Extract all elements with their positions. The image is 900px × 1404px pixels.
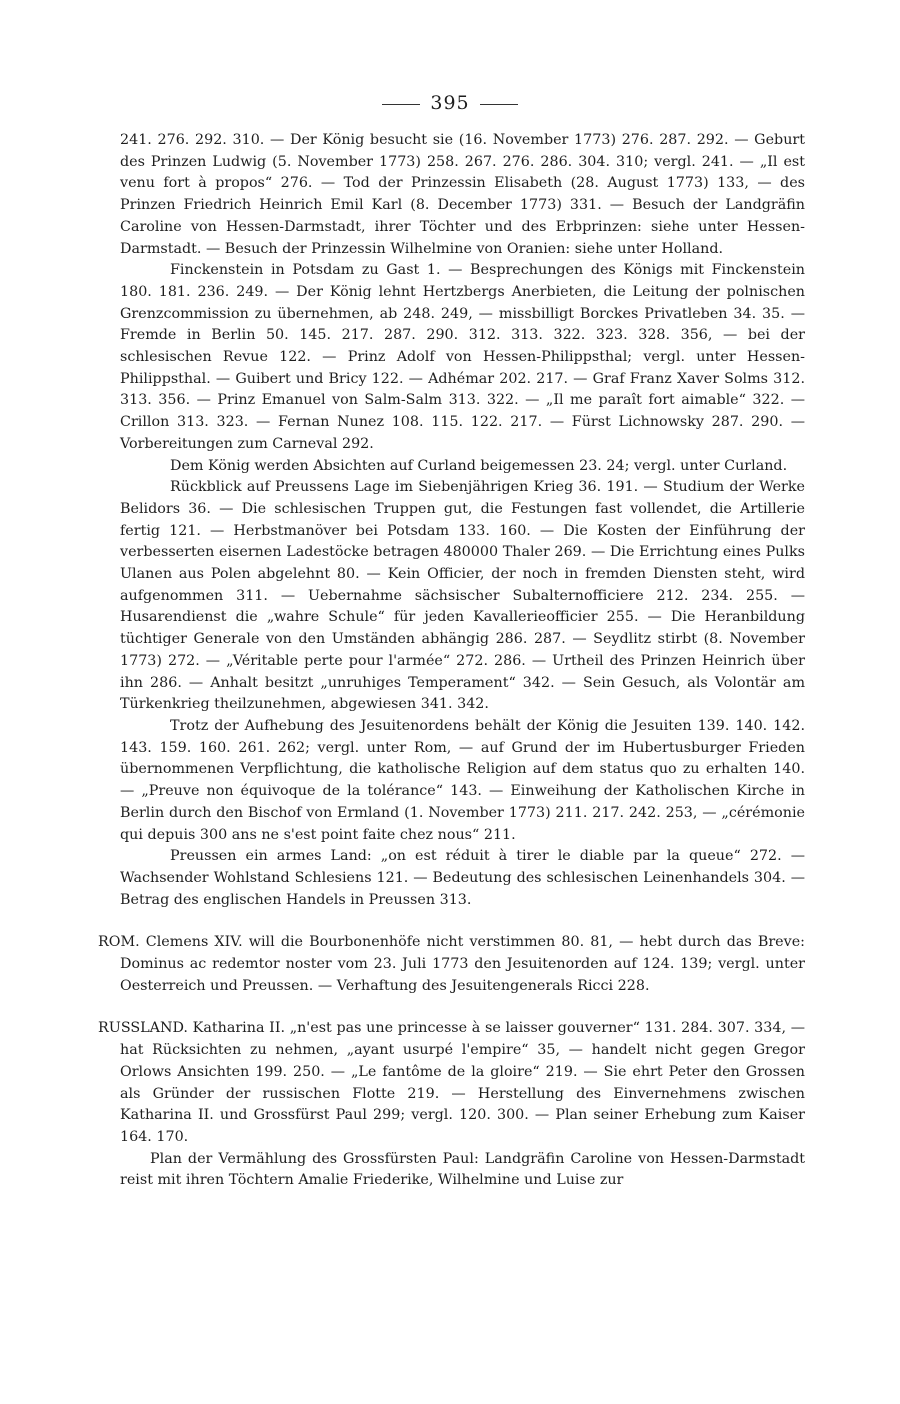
paragraph-continuation: 241. 276. 292. 310. — Der König besucht sie (16. November 1773) 276. 287. 292. — Geburt des Prinzen Ludwig (5. November 1773) 258. 267. 276. 286. 304. 310; vergl. 241. — „Il est venu fort à propos“ 276. — Tod der Prinzessin Elisabeth (28. August 1773) 133, — des Prinzen Friedrich Heinrich Emil Karl (8. December 1773) 331. — Besuch der Landgräfin Caroline von Hessen-Darmstadt, ihrer Töchter und des Erbprinzen: siehe unter Hessen-Darmstadt. — Besuch der Prinzessin Wilhelmine von Oranien: siehe unter Holland. <box>120 132 805 257</box>
paragraph-jesuits: Trotz der Aufhebung des Jesuitenordens behält der König die Jesuiten 139. 140. 142. 143. 159. 160. 261. 262; vergl. unter Rom, — auf Grund der im Hubertusburger Frieden übernommenen Verpflichtung, die katholische Religion auf dem status quo zu erhalten 140. — „Preuve non équivoque de la tolérance“ 143. — Einweihung der Katholischen Kirche in Berlin durch den Bischof von Ermland (1. November 1773) 211. 217. 242. 253, — „cérémonie qui depuis 300 ans ne s'est point faite chez nous“ 211. <box>120 717 805 843</box>
paragraph-economy: Preussen ein armes Land: „on est réduit à tirer le diable par la queue“ 272. — Wachsender Wohlstand Schlesiens 121. — Bedeutung des schlesischen Leinenhandels 304. — Betrag des englischen Handels in Preussen 313. <box>120 848 805 908</box>
page-number-dash-right <box>480 104 518 105</box>
index-entry-rom <box>98 932 805 997</box>
entry-text: ROM. Clemens XIV. will die Bourbonenhöfe nicht verstimmen 80. 81, — hebt durch das Breve: Dominus ac redemtor noster vom 23. Juli 1773 den Jesuitenorden auf 124. 139; vergl. unter Oesterreich und Preussen. — Verhaftung des Jesuitengenerals Ricci 228. <box>98 934 805 994</box>
page-number <box>0 92 900 114</box>
paragraph-curland: Dem König werden Absichten auf Curland beigemessen 23. 24; vergl. unter Curland. <box>170 457 788 474</box>
paragraph-finckenstein: Finckenstein in Potsdam zu Gast 1. — Besprechungen des Königs mit Finckenstein 180. 181. 236. 249. — Der König lehnt Hertzbergs Anerbieten, die Leitung der polnischen Grenzcommission zu übernehmen, ab 248. 249, — missbilligt Borckes Privatleben 34. 35. — Fremde in Berlin 50. 145. 217. 287. 290. 312. 313. 322. 323. 328. 356, — bei der schlesischen Revue 122. — Prinz Adolf von Hessen-Philippsthal; vergl. unter Hessen-Philippsthal. — Guibert und Bricy 122. — Adhémar 202. 217. — Graf Franz Xaver Solms 312. 313. 356. — Prinz Emanuel von Salm-Salm 313. 322. — „Il me paraît fort aimable“ 322. — Crillon 313. 323. — Fernan Nunez 108. 115. 122. 217. — Fürst Lichnowsky 287. 290. — Vorbereitungen zum Carneval 292. <box>120 262 805 452</box>
index-entry-russland <box>98 1018 805 1192</box>
entry-subparagraph: Plan der Vermählung des Grossfürsten Paul: Landgräfin Caroline von Hessen-Darmstadt reist mit ihren Töchtern Amalie Friederike, Wilhelmine und Luise zur <box>120 1150 805 1189</box>
entry-text: RUSSLAND. Katharina II. „n'est pas une princesse à se laisser gouverner“ 131. 284. 307. 334, — hat Rücksichten zu nehmen, „ayant usurpé l'empire“ 35, — handelt nicht gegen Gregor Orlows Ansichten 199. 250. — „Le fantôme de la gloire“ 219. — Sie ehrt Peter den Grossen als Gründer der russischen Flotte 219. — Herstellung des Einvernehmens zwischen Katharina II. und Grossfürst Paul 299; vergl. 120. 300. — Plan seiner Erhebung zum Kaiser 164. 170. <box>98 1020 805 1145</box>
index-text <box>98 130 805 1192</box>
paragraph-military: Rückblick auf Preussens Lage im Siebenjährigen Krieg 36. 191. — Studium der Werke Belidors 36. — Die schlesischen Truppen gut, die Festungen fast vollendet, die Artillerie fertig 121. — Herbstmanöver bei Potsdam 133. 160. — Die Kosten der Einführung der verbesserten eisernen Ladestöcke betragen 480000 Thaler 269. — Die Errichtung eines Pulks Ulanen aus Polen abgelehnt 80. — Kein Officier, der noch in fremden Diensten steht, wird aufgenommen 311. — Uebernahme sächsischer Subalternofficiere 212. 234. 255. — Husarendienst die „wahre Schule“ für jeden Kavallerieofficier 255. — Die Heranbildung tüchtiger Generale von den Umständen abhängig 286. 287. — Seydlitz stirbt (8. November 1773) 272. — „Véritable perte pour l'armée“ 272. 286. — Urtheil des Prinzen Heinrich über ihn 286. — Anhalt besitzt „unruhiges Temperament“ 342. — Sein Gesuch, als Volontär am Türkenkrieg theilzunehmen, abgewiesen 341. 342. <box>120 479 805 713</box>
page-number-dash-left <box>382 104 420 105</box>
page-number-text: 395 <box>430 92 470 114</box>
